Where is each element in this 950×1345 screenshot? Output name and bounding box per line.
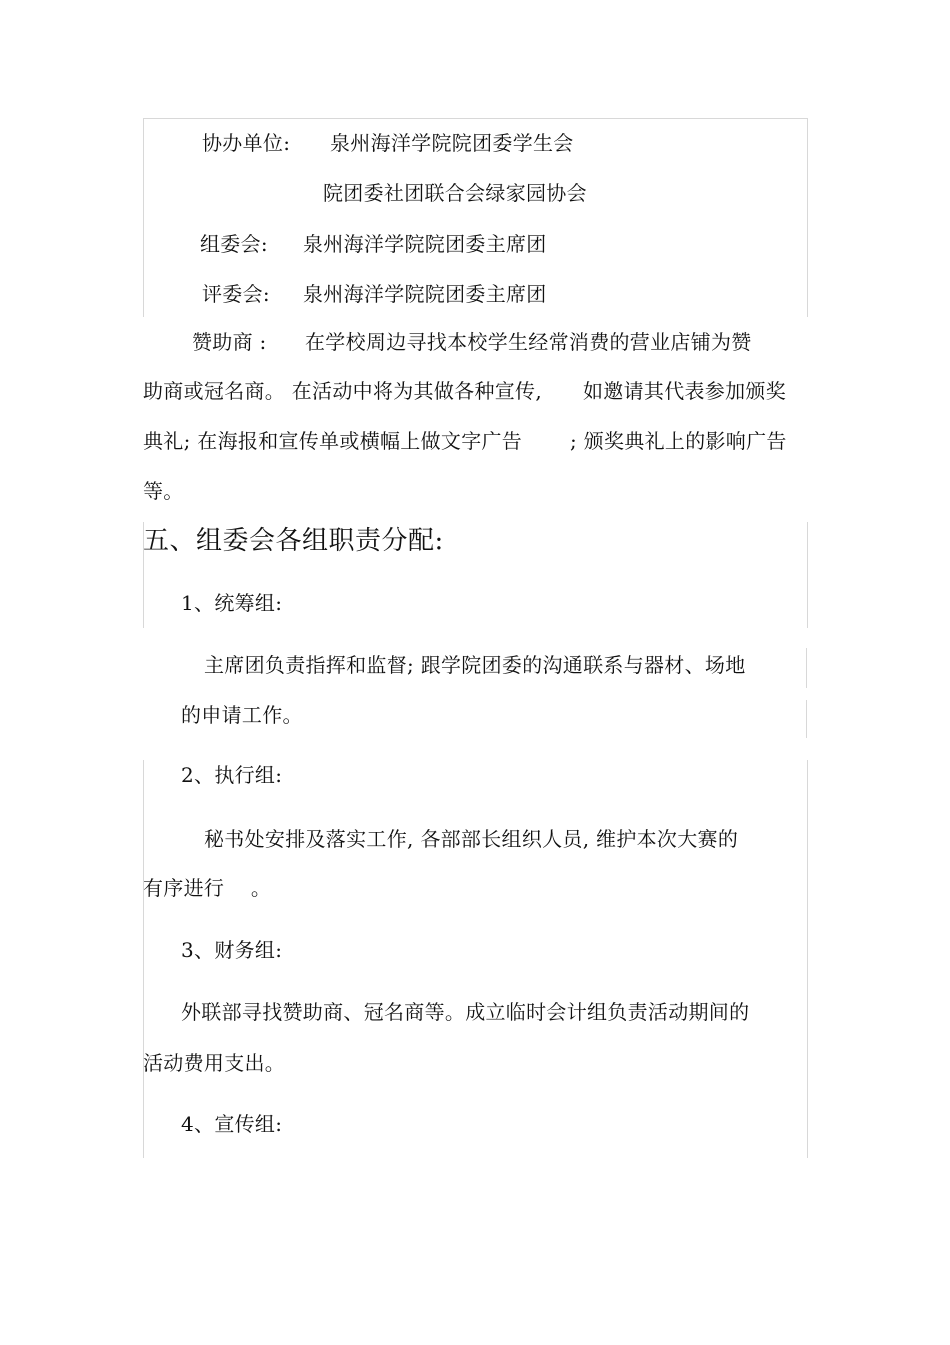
sponsor-line-3a: 典礼; 在海报和宣传单或横幅上做文字广告 bbox=[143, 429, 523, 453]
committee-value: 泉州海洋学院院团委主席团 bbox=[303, 232, 547, 256]
group-title-1: 1、统筹组: bbox=[181, 591, 283, 615]
sponsor-line-4: 等。 bbox=[143, 479, 184, 503]
section-heading: 五、组委会各组职责分配: bbox=[143, 526, 444, 556]
group-2-line-2: 有序进行 。 bbox=[143, 876, 272, 900]
jury-label: 评委会: bbox=[202, 282, 270, 306]
group-3-line-2: 活动费用支出。 bbox=[143, 1051, 286, 1075]
group-title-4: 4、宣传组: bbox=[181, 1112, 283, 1136]
committee-label: 组委会: bbox=[200, 232, 268, 256]
group-1-line-1: 主席团负责指挥和监督; 跟学院团委的沟通联系与器材、场地 bbox=[204, 653, 746, 677]
assist-value-2: 院团委社团联合会绿家园协会 bbox=[323, 181, 587, 205]
group-title-3: 3、财务组: bbox=[181, 938, 283, 962]
group-3-line-1: 外联部寻找赞助商、冠名商等。成立临时会计组负责活动期间的 bbox=[181, 1000, 750, 1024]
assist-value-1: 泉州海洋学院院团委学生会 bbox=[330, 131, 574, 155]
sponsor-line-3b: ; 颁奖典礼上的影响广告 bbox=[570, 429, 787, 453]
sponsor-label: 赞助商 : bbox=[192, 330, 267, 354]
group-1-line-2: 的申请工作。 bbox=[181, 703, 303, 727]
sponsor-line-2b: 如邀请其代表参加颁奖 bbox=[583, 379, 786, 403]
group-title-2: 2、执行组: bbox=[181, 763, 283, 787]
assist-label: 协办单位: bbox=[202, 131, 291, 155]
jury-value: 泉州海洋学院院团委主席团 bbox=[303, 282, 547, 306]
sponsor-line-1: 在学校周边寻找本校学生经常消费的营业店铺为赞 bbox=[305, 330, 752, 354]
group-2-line-1: 秘书处安排及落实工作, 各部部长组织人员, 维护本次大赛的 bbox=[204, 827, 739, 851]
sponsor-line-2a: 助商或冠名商。 在活动中将为其做各种宣传, bbox=[143, 379, 543, 403]
